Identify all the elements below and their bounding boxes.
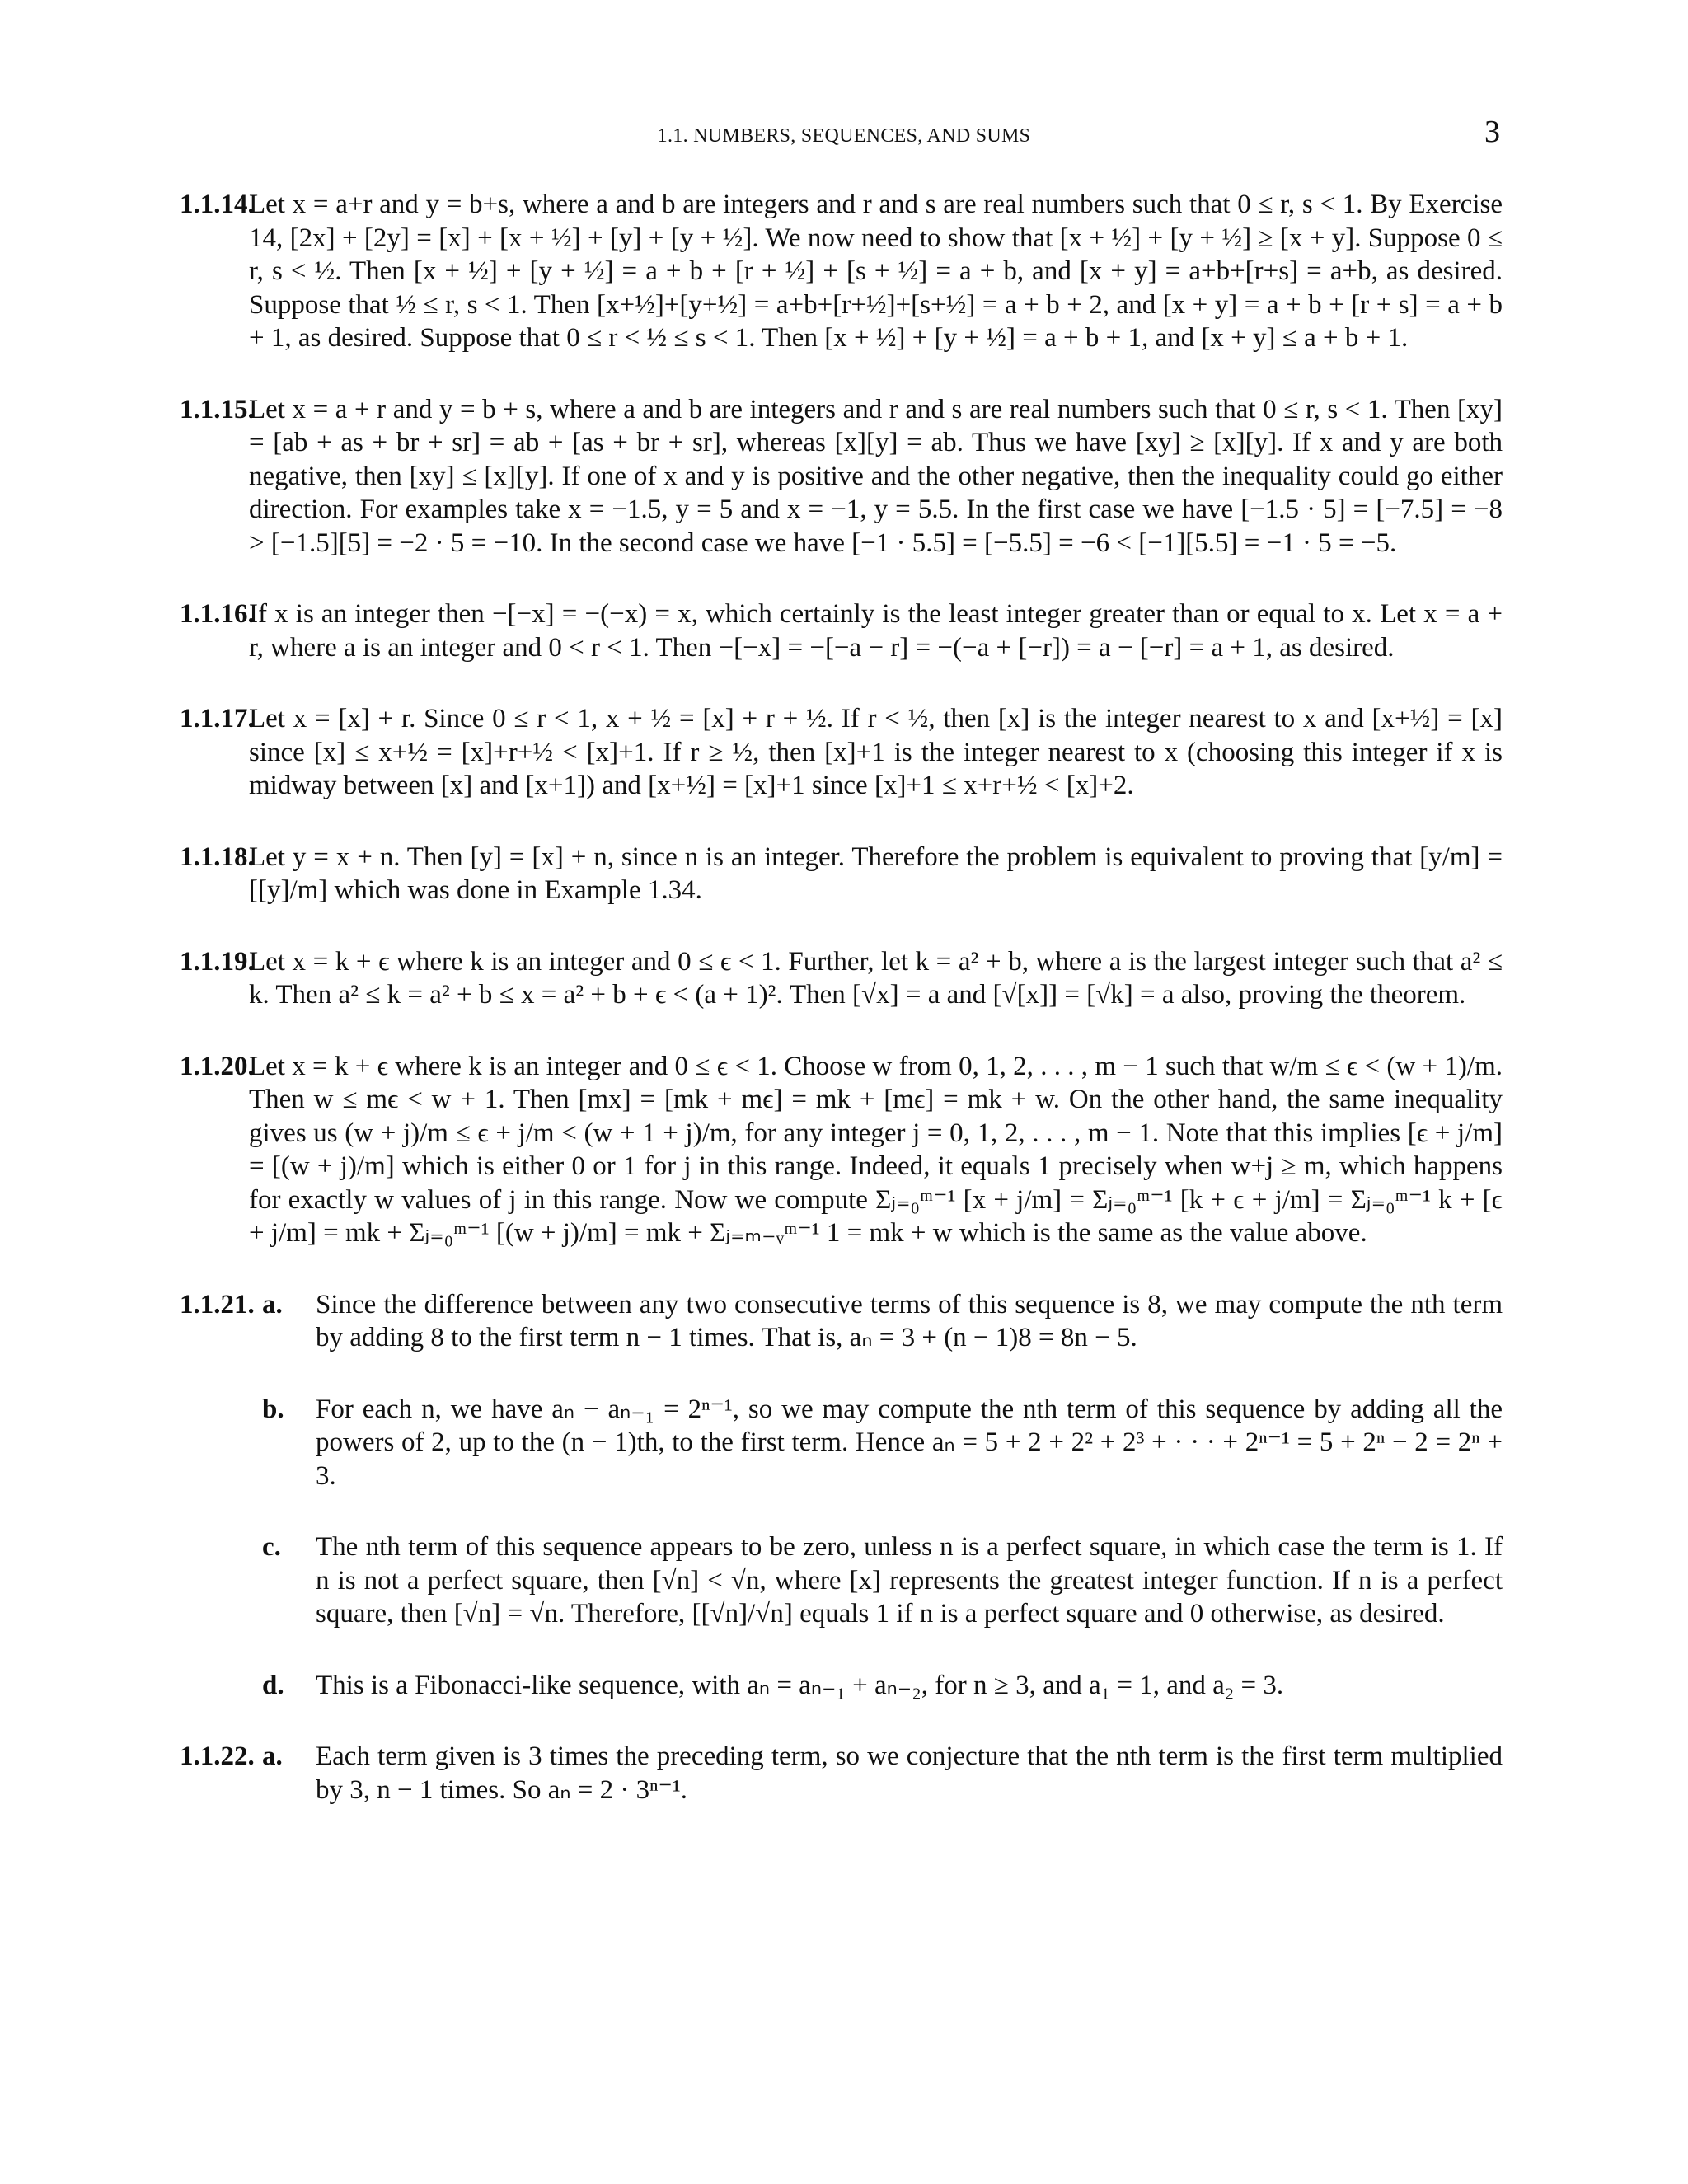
- exercise-1-1-15: [180, 393, 1503, 560]
- running-head: 1.1. NUMBERS, SEQUENCES, AND SUMS: [657, 125, 1031, 147]
- exercise-1-1-21d: [180, 1669, 1503, 1703]
- part-text: For each n, we have aₙ − aₙ₋₁ = 2ⁿ⁻¹, so we may compute the nth term of this sequence by adding all the powers of 2, up to the (n − 1)th, to the first term. Hence aₙ = 5 + 2 + 2² + 2³ + · · · + 2ⁿ⁻¹ = 5 + 2ⁿ − 2 = 2ⁿ + 3.: [316, 1394, 1503, 1491]
- exercise-1-1-20: [180, 1050, 1503, 1250]
- main-content: [180, 188, 1503, 1807]
- exercise-text: Let x = [x] + r. Since 0 ≤ r < 1, x + ½ = [x] + r + ½. If r < ½, then [x] is the integer nearest to x and [x+½] = [x] since [x] ≤ x+½ = [x]+r+½ < [x]+1. If r ≥ ½, then [x]+1 is the integer nearest to x (choosing this integer if x is midway between [x] and [x+1]) and [x+½] = [x]+1 since [x]+1 ≤ x+r+½ < [x]+2.: [249, 704, 1503, 800]
- exercise-text: Let x = a + r and y = b + s, where a and b are integers and r and s are real numbers such that 0 ≤ r, s < 1. Then [xy] = [ab + as + br + sr] = ab + [as + br + sr], whereas [x][y] = ab. Thus we have [xy] ≥ [x][y]. If x and y are both negative, then [xy] ≤ [x][y]. If one of x and y is positive and the other negative, then the inequality could go either direction. For examples take x = −1.5, y = 5 and x = −1, y = 5.5. In the first case we have [−1.5 · 5] = [−7.5] = −8 > [−1.5][5] = −2 · 5 = −10. In the second case we have [−1 · 5.5] = [−5.5] = −6 < [−1][5.5] = −1 · 5 = −5.: [249, 394, 1503, 558]
- exercise-1-1-21c: [180, 1530, 1503, 1631]
- part-letter: a.: [262, 1741, 283, 1771]
- exercise-label: 1.1.14.: [180, 190, 255, 219]
- part-letter: b.: [262, 1394, 284, 1424]
- part-text: The nth term of this sequence appears to be zero, unless n is a perfect square, in which case the term is 1. If n is not a perfect square, then [√n] < √n, where [x] represents the greatest integer function. If n is a perfect square, then [√n] = √n. Therefore, [[√n]/√n] equals 1 if n is a perfect square and 0 otherwise, as desired.: [316, 1532, 1503, 1629]
- exercise-1-1-19: [180, 945, 1503, 1012]
- part-letter: d.: [262, 1670, 284, 1700]
- exercise-label: 1.1.19.: [180, 946, 255, 977]
- part-text: Each term given is 3 times the preceding term, so we conjecture that the nth term is the first term multiplied by 3, n − 1 times. So aₙ = 2 · 3ⁿ⁻¹.: [316, 1741, 1503, 1805]
- exercise-1-1-16: [180, 598, 1503, 664]
- exercise-text: Let y = x + n. Then [y] = [x] + n, since n is an integer. Therefore the problem is equivalent to proving that [y/m] = [[y]/m] which was done in Example 1.34.: [249, 841, 1503, 905]
- exercise-text: Let x = k + ϵ where k is an integer and 0 ≤ ϵ < 1. Choose w from 0, 1, 2, . . . , m − 1 such that w/m ≤ ϵ < (w + 1)/m. Then w ≤ mϵ < w + 1. Then [mx] = [mk + mϵ] = mk + [mϵ] = mk + w. On the other hand, the same inequality gives us (w + j)/m ≤ ϵ + j/m < (w + 1 + j)/m, for any integer j = 0, 1, 2, . . . , m − 1. Note that this implies [ϵ + j/m] = [(w + j)/m] which is either 0 or 1 for j in this range. Indeed, it equals 1 precisely when w+j ≥ m, which happens for exactly w values of j in this range. Now we compute Σⱼ₌₀ᵐ⁻¹ [x + j/m] = Σⱼ₌₀ᵐ⁻¹ [k + ϵ + j/m] = Σⱼ₌₀ᵐ⁻¹ k + [ϵ + j/m] = mk + Σⱼ₌₀ᵐ⁻¹ [(w + j)/m] = mk + Σⱼ₌ₘ₋ᵥᵐ⁻¹ 1 = mk + w which is the same as the value above.: [249, 1051, 1503, 1248]
- part-text: This is a Fibonacci-like sequence, with aₙ = aₙ₋₁ + aₙ₋₂, for n ≥ 3, and a₁ = 1, and a₂ = 3.: [316, 1670, 1284, 1700]
- part-text: Since the difference between any two consecutive terms of this sequence is 8, we may compute the nth term by adding 8 to the first term n − 1 times. That is, aₙ = 3 + (n − 1)8 = 8n − 5.: [316, 1289, 1503, 1352]
- exercise-label: 1.1.15.: [180, 394, 255, 424]
- exercise-1-1-21b: [180, 1393, 1503, 1493]
- exercise-text: Let x = a+r and y = b+s, where a and b are integers and r and s are real numbers such that 0 ≤ r, s < 1. By Exercise 14, [2x] + [2y] = [x] + [x + ½] + [y] + [y + ½]. We now need to show that [x + ½] + [y + ½] ≥ [x + y]. Suppose 0 ≤ r, s < ½. Then [x + ½] + [y + ½] = a + b + [r + ½] + [s + ½] = a + b, and [x + y] = a+b+[r+s] = a+b, as desired. Suppose that ½ ≤ r, s < 1. Then [x+½]+[y+½] = a+b+[r+½]+[s+½] = a + b + 2, and [x + y] = a + b + [r + s] = a + b + 1, as desired. Suppose that 0 ≤ r < ½ ≤ s < 1. Then [x + ½] + [y + ½] = a + b + 1, and [x + y] ≤ a + b + 1.: [249, 190, 1503, 353]
- exercise-1-1-22a: [180, 1740, 1503, 1807]
- exercise-1-1-21a: [180, 1288, 1503, 1355]
- exercise-label: 1.1.17.: [180, 704, 255, 733]
- exercise-text: If x is an integer then −[−x] = −(−x) = x, which certainly is the least integer greater than or equal to x. Let x = a + r, where a is an integer and 0 < r < 1. Then −[−x] = −[−a − r] = −(−a + [−r]) = a − [−r] = a + 1, as desired.: [249, 599, 1503, 663]
- exercise-label: 1.1.18.: [180, 841, 255, 872]
- exercise-1-1-18: [180, 841, 1503, 907]
- page-number: 3: [1484, 115, 1500, 149]
- exercise-1-1-17: [180, 702, 1503, 803]
- exercise-text: Let x = k + ϵ where k is an integer and 0 ≤ ϵ < 1. Further, let k = a² + b, where a is the largest integer such that a² ≤ k. Then a² ≤ k = a² + b ≤ x = a² + b + ϵ < (a + 1)². Then [√x] = a and [√[x]] = [√k] = a also, proving the theorem.: [249, 946, 1503, 1010]
- exercise-label: 1.1.20.: [180, 1051, 255, 1081]
- exercise-1-1-14: [180, 188, 1503, 355]
- exercise-label: 1.1.16.: [180, 599, 255, 629]
- part-letter: c.: [262, 1532, 281, 1562]
- exercise-label: 1.1.21.: [180, 1289, 255, 1319]
- exercise-label: 1.1.22.: [180, 1741, 255, 1771]
- part-letter: a.: [262, 1289, 283, 1319]
